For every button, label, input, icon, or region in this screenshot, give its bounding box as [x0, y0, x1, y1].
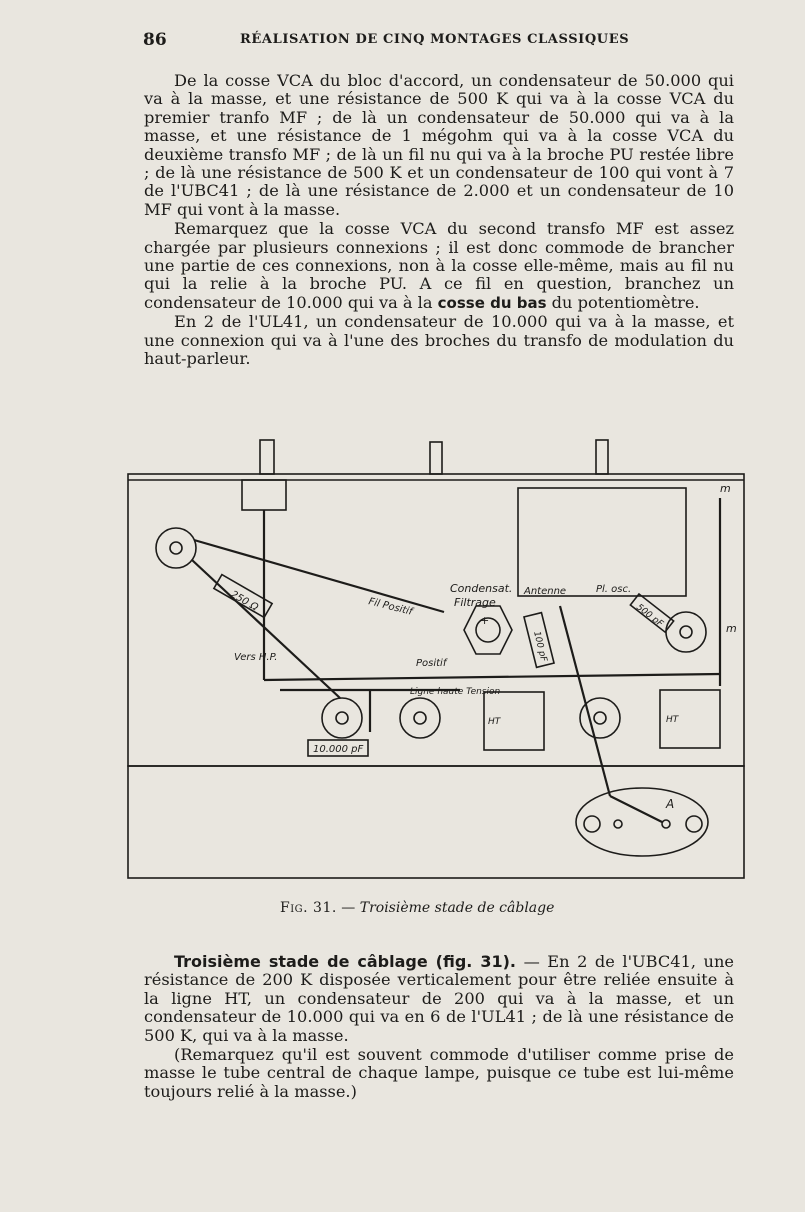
- coil-block: [518, 488, 686, 596]
- label-condensat: Condensat.: [450, 582, 513, 595]
- label-m-right: m: [726, 622, 737, 635]
- label-vers-hp: Vers H.P.: [234, 652, 278, 663]
- paragraph-2-after: du potentiomètre.: [546, 292, 700, 312]
- tube-socket-4: [400, 698, 440, 738]
- label-resistor-250: 250 Ω: [228, 589, 260, 614]
- figure-caption: [280, 900, 554, 916]
- label-plus: +: [480, 614, 490, 627]
- section-note: (Remarquez qu'il est souvent commode d'utiliser comme prise de masse le tube central de chaque lampe, puisque ce tube est lui-même toujours relié à la masse.): [144, 1045, 734, 1101]
- section-heading: Troisième stade de câblage (fig. 31).: [174, 952, 517, 971]
- label-antenne: Antenne: [524, 586, 567, 597]
- label-ht-left: HT: [488, 717, 501, 727]
- label-positif: Positif: [416, 658, 447, 669]
- label-filtrage: Filtrage: [454, 596, 496, 609]
- label-terminal-a: A: [666, 797, 675, 811]
- section-paragraph: [144, 953, 734, 1045]
- upper-text-block: [144, 72, 734, 370]
- tube-socket-1: [156, 528, 196, 568]
- label-fil-positif: Fil Positif: [367, 596, 414, 618]
- label-cap-500pf: 500 pF: [634, 602, 665, 630]
- paragraph-3: En 2 de l'UL41, un condensateur de 10.000 qui va à la masse, et une connexion qui va à l'une des broches du transfo de modulation du haut-parleur.: [144, 312, 734, 369]
- section-text: En 2 de l'UBC41, une résistance de 200 K disposée verticalement pour être reliée ensuite à la ligne HT, un condensateur de 200 qui va à la masse, et un condensateur de 10.000 qui va en 6 de l'UL41 ; de là une résistance de 500 K, qui va à la masse.: [144, 952, 734, 1045]
- section-dash: —: [523, 952, 540, 971]
- potentiometer: [242, 480, 286, 510]
- label-m-top: m: [720, 482, 731, 495]
- label-pl-osc: Pl. osc.: [596, 584, 632, 595]
- caption-dash: —: [341, 900, 356, 916]
- chassis-front-panel: [128, 766, 744, 878]
- right-shaft: [596, 440, 608, 474]
- running-title: RÉALISATION DE CINQ MONTAGES CLASSIQUES: [240, 32, 630, 47]
- tube-socket-3: [322, 698, 362, 738]
- wiring-diagram: [120, 436, 755, 888]
- label-cap-100pf: 100 pF: [531, 630, 549, 663]
- label-ht-right: HT: [666, 715, 679, 725]
- center-shaft: [430, 442, 442, 474]
- paragraph-2-before: Remarquez que la cosse VCA du second transfo MF est assez chargée par plusieurs connexions ; il est donc commode de brancher une partie de ces connexions, non à la cosse elle-même, mais au fil nu qui la relie à la broche PU. A ce fil en question, branchez un condensateur de 10.000 qui va à la: [144, 219, 734, 312]
- speaker-plate: [576, 788, 708, 856]
- label-cap-10000pf: 10.000 pF: [313, 744, 364, 755]
- label-ligne-ht: Ligne haute Tension: [410, 687, 501, 697]
- caption-title: Troisième stade de câblage: [359, 900, 555, 916]
- page-header: [140, 30, 640, 54]
- paragraph-1: De la cosse VCA du bloc d'accord, un condensateur de 50.000 qui va à la masse, et une résistance de 500 K qui va à la cosse VCA du premier tranfo MF ; de là un condensateur de 50.000 qui va à la masse, et une résistance de 1 mégohm qui va à la cosse VCA du deuxième transfo MF ; de là un fil nu qui va à la broche PU restée libre ; de là une résistance de 500 K et un condensateur de 100 qui vont à 7 de l'UBC41 ; de là une résistance de 2.000 et un condensateur de 10 MF qui vont à la masse.: [144, 71, 734, 219]
- paragraph-2: [144, 220, 734, 312]
- potentiometer-shaft: [260, 440, 274, 474]
- lower-text-block: [144, 953, 734, 1102]
- paragraph-2-bold: cosse du bas: [437, 293, 547, 312]
- page-number: 86: [143, 30, 167, 50]
- caption-label: Fig. 31.: [280, 900, 337, 916]
- tube-socket-2: [666, 612, 706, 652]
